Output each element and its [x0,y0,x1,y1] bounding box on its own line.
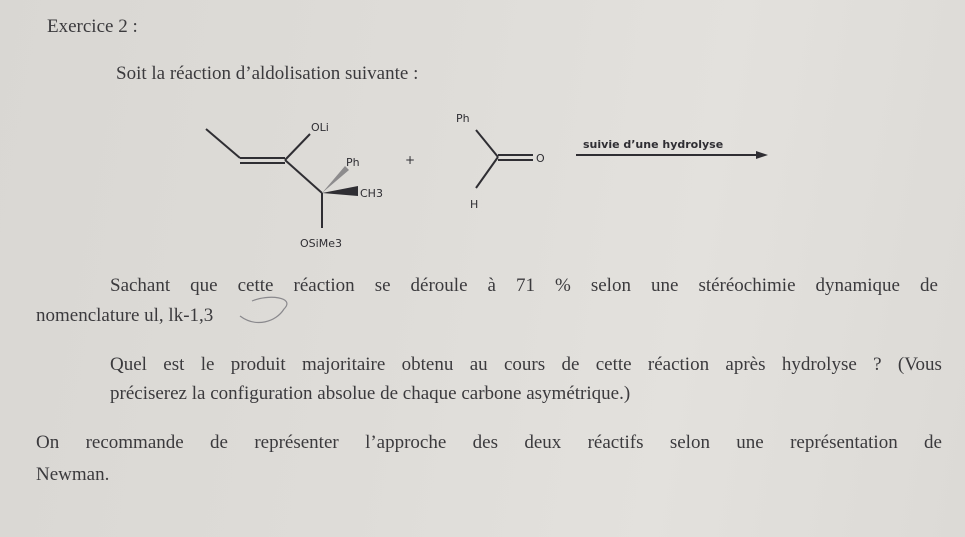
word: l’approche [365,432,447,453]
word: de [924,432,942,453]
word: cours [503,354,546,375]
word: le [200,354,215,375]
word: que [190,275,218,296]
word: se [374,275,391,296]
word: cette [595,354,632,375]
recommendation-line-1 [36,432,942,454]
label-o: O [536,152,545,165]
label-ph-1: Ph [346,156,360,169]
reagent-2-structure [476,130,533,188]
word: est [163,354,185,375]
word: hydrolyse [781,354,857,375]
word: de [210,432,228,453]
bond-to-stereocenter [285,160,322,193]
bond-to-oli [285,134,310,160]
word: stéréochimie [698,275,796,296]
word: de [919,275,938,296]
exercise-title: Exercice 2 : [47,16,138,37]
plus-sign: + [405,153,416,167]
word: selon [590,275,631,296]
word: ? [873,354,882,375]
word: une [650,275,679,296]
word: au [469,354,488,375]
word: représenter [254,432,339,453]
paragraph-line-1 [110,275,938,297]
word: une [736,432,764,453]
label-osime3: OSiMe3 [300,237,342,250]
label-oli: OLi [311,121,329,134]
paragraph-line-2: nomenclature ul, lk-1,3 [36,305,214,326]
bond-methyl [206,129,240,158]
word: recommande [85,432,184,453]
word: réactifs [587,432,644,453]
label-ph-2: Ph [456,112,470,125]
label-h: H [470,198,479,211]
bond-to-ph-2 [476,130,498,157]
word: produit [230,354,286,375]
intro-text: Soit la réaction d’aldolisation suivante : [116,63,419,84]
word: après [725,354,766,375]
word: dynamique [815,275,900,296]
recommendation-line-2: Newman. [36,464,110,485]
word: Quel [110,354,147,375]
word: représentation [790,432,898,453]
reaction-arrow-head [756,151,768,159]
word: deux [524,432,562,453]
handwritten-circle [240,297,287,322]
word: (Vous [897,354,942,375]
word: de [561,354,580,375]
word: déroule [410,275,468,296]
word: Sachant [110,275,171,296]
word: des [472,432,498,453]
reagent-1-structure [206,129,322,228]
word: réaction [647,354,710,375]
word: obtenu [401,354,454,375]
word: selon [669,432,710,453]
word: cette [237,275,274,296]
arrow-label: suivie d’une hydrolyse [583,138,724,151]
bond-to-h [476,157,498,188]
question-line-2: préciserez la configuration absolue de chaque carbone asymétrique.) [110,383,631,404]
word: % [555,275,571,296]
word: à [487,275,496,296]
label-ch3: CH3 [360,187,383,200]
word: réaction [293,275,355,296]
question-line-1 [110,354,942,376]
word: majoritaire [301,354,386,375]
word: On [36,432,60,453]
word: 71 [516,275,535,296]
